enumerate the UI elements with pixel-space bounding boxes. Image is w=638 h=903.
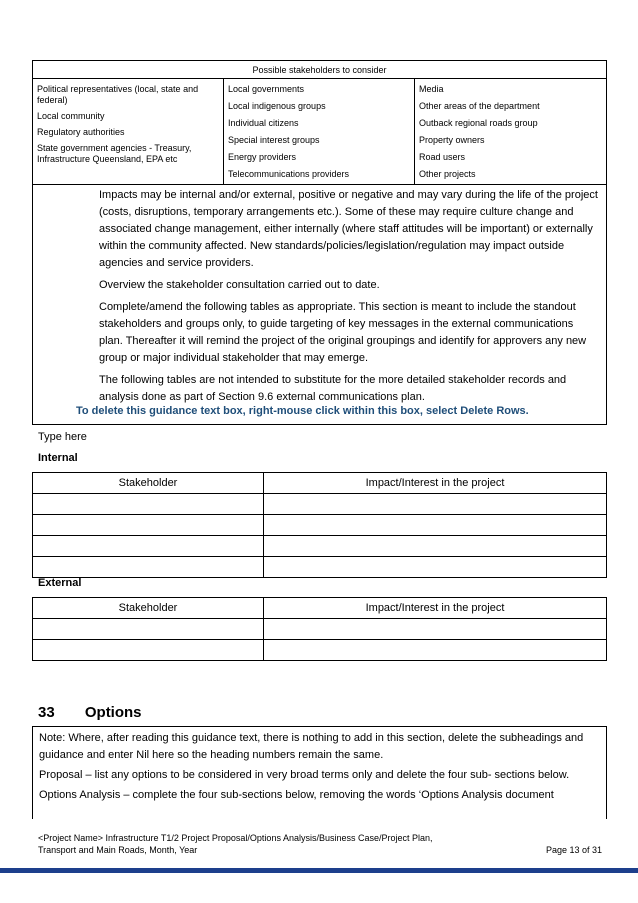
guidance-paragraph: Impacts may be internal and/or external, positive or negative and may vary during the life of the project (costs, disruptions, temporary arrangements etc.). Some of these may require culture change and associated change management, either internally (where staff attitudes will be important) or externally within the community affected. New standards/policies/legislation/regulation may impact outside agencies and service providers.	[99, 189, 598, 269]
col3	[419, 84, 601, 186]
col1	[37, 84, 219, 165]
col1-item: Political representatives (local, state and federal)	[37, 84, 199, 105]
col2-item: Special interest groups	[228, 135, 320, 145]
table-cell[interactable]	[264, 494, 607, 515]
table-header-row	[33, 473, 607, 494]
guidance-paragraph: Overview the stakeholder consultation carried out to date.	[99, 279, 380, 291]
stakeholders-box	[32, 60, 607, 185]
col3-item: Other areas of the department	[419, 101, 540, 111]
col2-item: Energy providers	[228, 152, 297, 162]
footer-org-date: Transport and Main Roads, Month, Year	[38, 845, 198, 855]
table-row[interactable]	[33, 494, 607, 515]
table-cell[interactable]	[264, 515, 607, 536]
table-row[interactable]	[33, 640, 607, 661]
table-cell[interactable]	[264, 557, 607, 578]
footer-line-1: <Project Name> Infrastructure T1/2 Project Proposal/Options Analysis/Business Case/Project Plan,	[38, 833, 433, 843]
col3-item: Other projects	[419, 169, 476, 179]
col-header-impact: Impact/Interest in the project	[264, 598, 607, 619]
col2	[228, 84, 410, 186]
col2-item: Local governments	[228, 84, 305, 94]
section-number: 33	[38, 704, 55, 721]
col-header-stakeholder: Stakeholder	[33, 598, 264, 619]
table-cell[interactable]	[33, 640, 264, 661]
col3-item: Road users	[419, 152, 466, 162]
table-header-row	[33, 598, 607, 619]
col2-item: Individual citizens	[228, 118, 299, 128]
col1-item: Regulatory authorities	[37, 127, 125, 137]
table-cell[interactable]	[33, 557, 264, 578]
options-guidance-box	[32, 726, 607, 819]
table-row[interactable]	[33, 515, 607, 536]
header-divider	[33, 78, 606, 79]
table-cell[interactable]	[33, 619, 264, 640]
col-divider-2	[414, 78, 415, 184]
page-number: Page 13 of 31	[545, 845, 602, 855]
stakeholders-header: Possible stakeholders to consider	[252, 65, 387, 75]
footer-bar	[0, 868, 638, 873]
table-cell[interactable]	[33, 536, 264, 557]
options-paragraph: Proposal – list any options to be considered in very broad terms only and delete the four sub- sections below.	[39, 769, 570, 781]
col1-item: State government agencies - Treasury, Infrastructure Queensland, EPA etc	[37, 143, 192, 164]
col-header-stakeholder: Stakeholder	[33, 473, 264, 494]
delete-guidance-note: To delete this guidance text box, right-mouse click within this box, select Delete Rows.	[76, 405, 529, 417]
col1-item: Local community	[37, 111, 105, 121]
table-cell[interactable]	[264, 536, 607, 557]
table-row[interactable]	[33, 557, 607, 578]
table-row[interactable]	[33, 619, 607, 640]
col-divider-1	[223, 78, 224, 184]
external-label: External	[38, 577, 82, 589]
col2-item: Telecommunications providers	[228, 169, 350, 179]
col3-item: Outback regional roads group	[419, 118, 538, 128]
col3-item: Media	[419, 84, 444, 94]
options-text	[39, 730, 599, 804]
table-cell[interactable]	[33, 494, 264, 515]
col3-item: Property owners	[419, 135, 485, 145]
internal-label: Internal	[38, 452, 78, 464]
internal-table	[32, 472, 607, 578]
guidance-text	[99, 187, 599, 406]
section-title: Options	[84, 704, 142, 721]
table-row[interactable]	[33, 536, 607, 557]
footer	[38, 832, 602, 856]
col2-item: Local indigenous groups	[228, 101, 326, 111]
type-here-text[interactable]: Type here	[38, 431, 87, 443]
guidance-paragraph: Complete/amend the following tables as appropriate. This section is meant to include the standout stakeholders and groups only, to guide targeting of key messages in the external communications plan. Thereafter it will remind the project of the original groupings and identify for approvers any new group or major individual stakeholder that may emerge.	[99, 301, 587, 364]
table-cell[interactable]	[264, 640, 607, 661]
options-paragraph: Note: Where, after reading this guidance text, there is nothing to add in this section, delete the subheadings and guidance and enter Nil here so the heading numbers remain the same.	[39, 732, 584, 761]
table-cell[interactable]	[33, 515, 264, 536]
options-paragraph: Options Analysis – complete the four sub-sections below, removing the words ‘Options Analysis document	[39, 789, 554, 801]
section-heading	[38, 704, 142, 721]
guidance-box	[32, 184, 607, 425]
external-table	[32, 597, 607, 661]
guidance-paragraph: The following tables are not intended to substitute for the more detailed stakeholder records and analysis done as part of Section 9.6 external communications plan.	[99, 374, 567, 403]
table-cell[interactable]	[264, 619, 607, 640]
footer-line-2	[38, 844, 602, 856]
col-header-impact: Impact/Interest in the project	[264, 473, 607, 494]
